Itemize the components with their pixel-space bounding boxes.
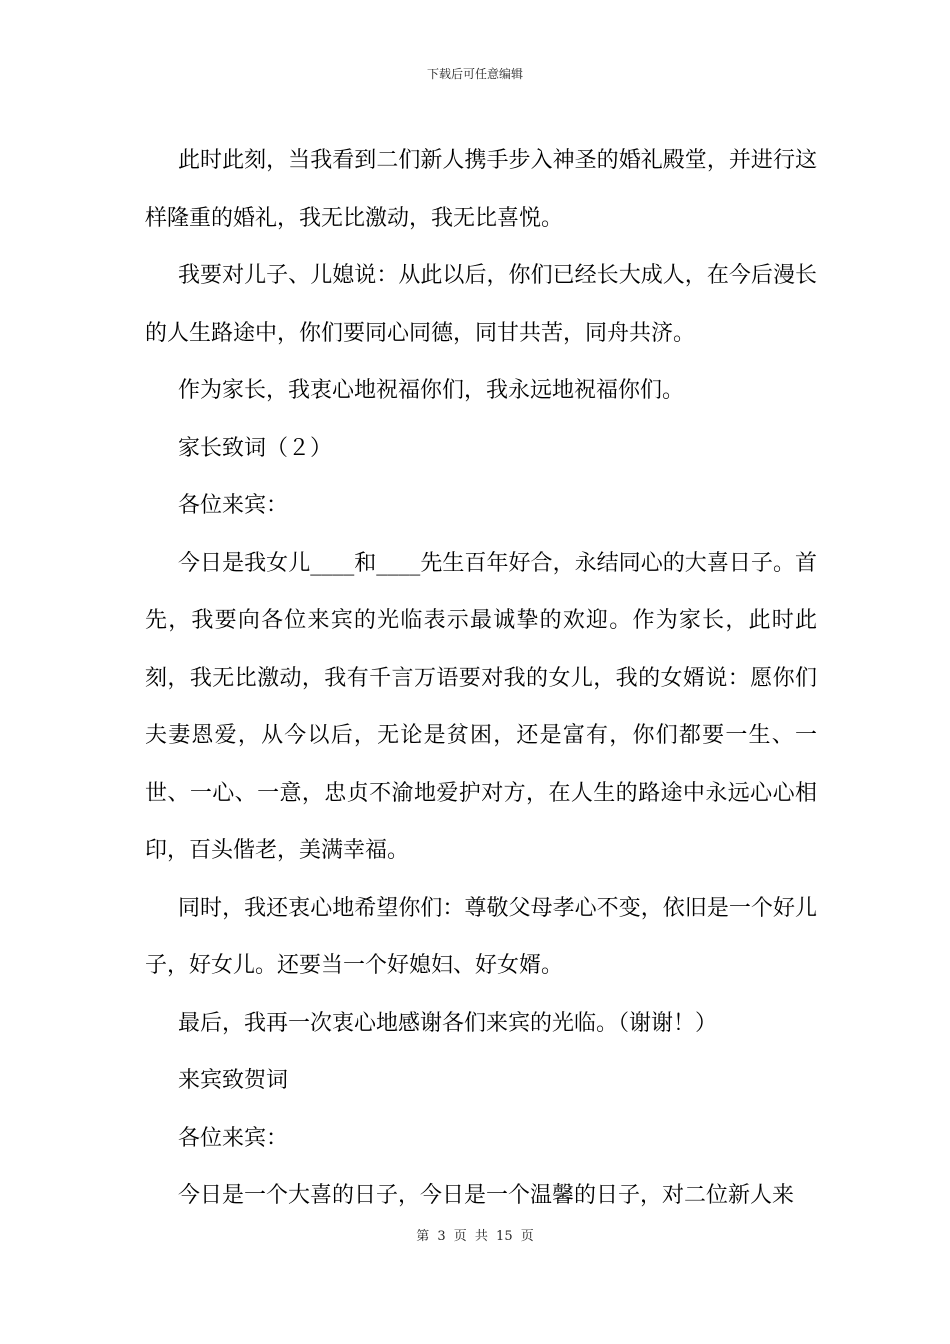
paragraph: 作为家长，我衷心地祝福你们，我永远地祝福你们。 <box>178 378 685 403</box>
paragraph: 今日是一个大喜的日子，今日是一个温馨的日子，对二位新人来 <box>178 1183 795 1208</box>
paragraph: 今日是我女儿____和____先生百年好合，永结同心的大喜日子。首先，我要向各位来宾的光临表示最诚挚的欢迎。作为家长，此时此刻，我无比激动，我有千言万语要对我的女儿，我的女婿说：愿你们夫妻恩爱，从今以后，无论是贫困，还是富有，你们都要一生、一世、一心、一意，忠贞不渝地爱护对方，在人生的路途中永远心心相印，百头偕老，美满幸福。 <box>145 550 817 863</box>
document-body <box>145 132 817 1225</box>
salutation: 各位来宾： <box>178 1125 289 1151</box>
section-heading: 家长致词（２） <box>178 435 333 461</box>
section-heading: 来宾致贺词 <box>178 1068 289 1093</box>
paragraph: 我要对儿子、儿媳说：从此以后，你们已经长大成人，在今后漫长的人生路途中，你们要同心同德，同甘共苦，同舟共济。 <box>145 263 817 346</box>
paragraph: 此时此刻，当我看到二们新人携手步入神圣的婚礼殿堂，并进行这样隆重的婚礼，我无比激动，我无比喜悦。 <box>145 148 817 231</box>
header-note: 下载后可任意编辑 <box>426 67 523 81</box>
salutation: 各位来宾： <box>178 493 289 518</box>
paragraph: 最后，我再一次衷心地感谢各们来宾的光临。（谢谢！） <box>178 1010 718 1036</box>
paragraph: 同时，我还衷心地希望你们：尊敬父母孝心不变，依旧是一个好儿子，好女儿。还要当一个好媳妇、好女婿。 <box>145 895 817 978</box>
page-number: 第 3 页 共 15 页 <box>416 1229 534 1244</box>
